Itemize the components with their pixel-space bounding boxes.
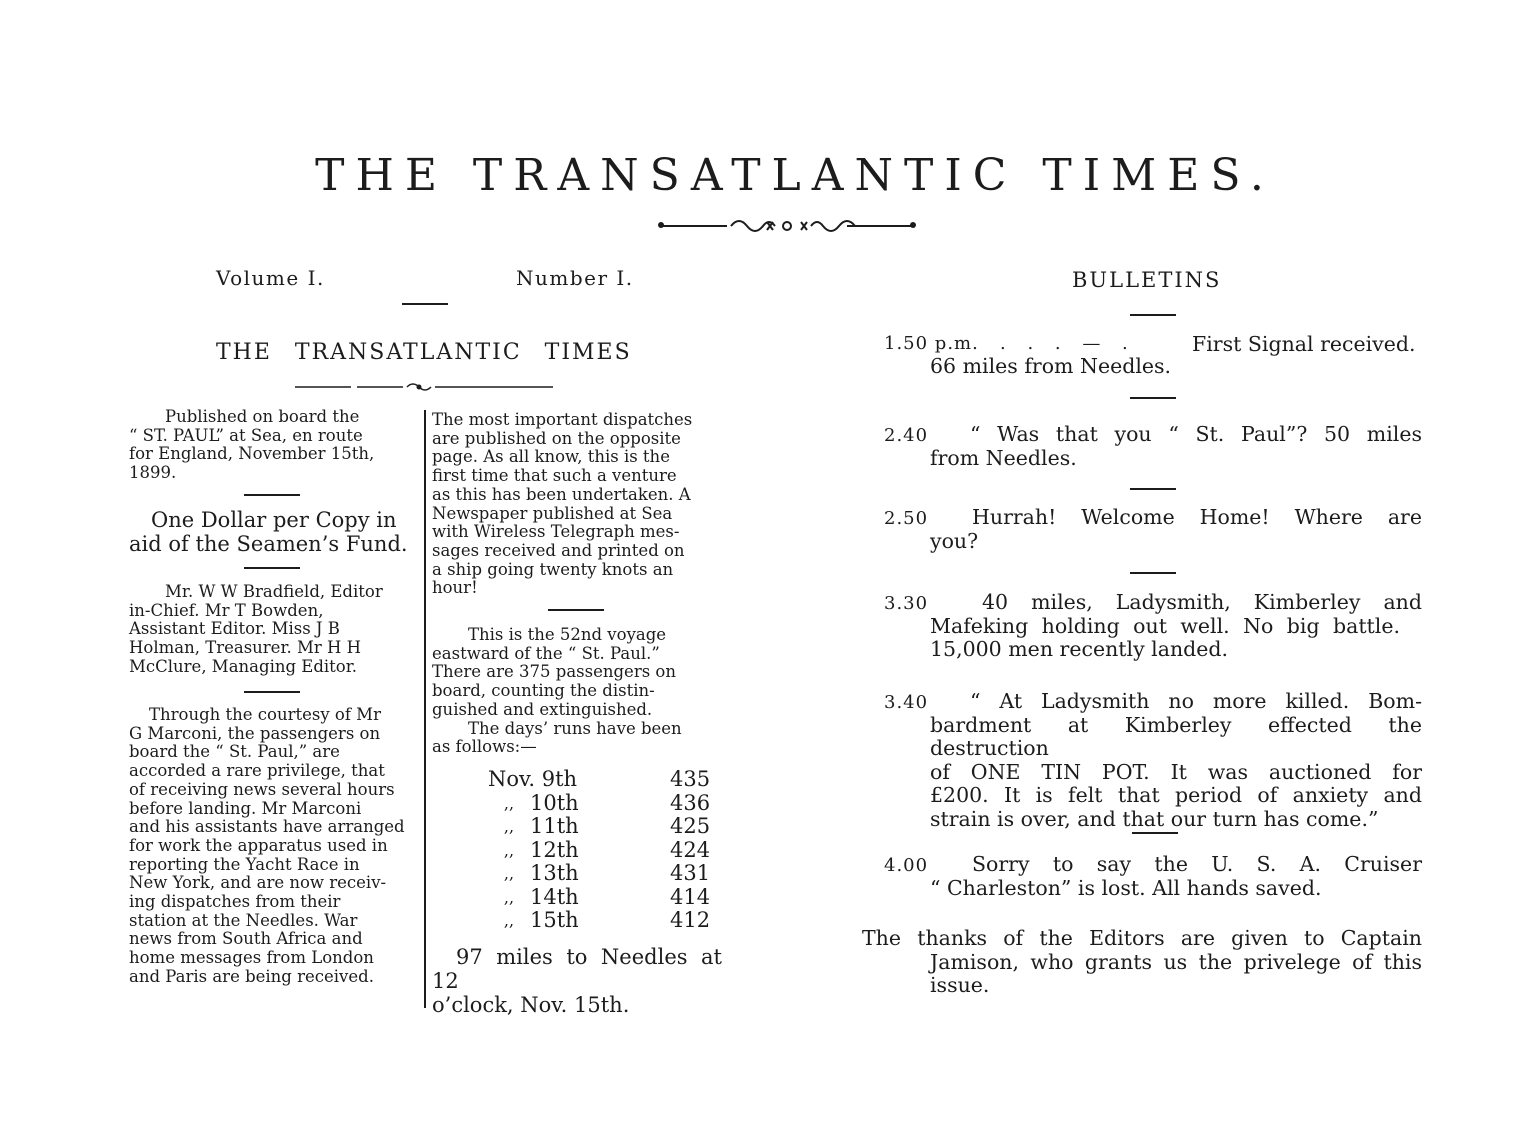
bulletin-text: [930, 423, 1422, 470]
divider: [1130, 572, 1176, 574]
run-date: Nov. 9th: [488, 767, 578, 791]
text-line: first time that such a venture: [432, 466, 677, 486]
bulletin-time: 2.50: [884, 508, 929, 529]
bulletin-text: 66 miles from Needles.: [930, 354, 1172, 378]
text-line: for work the apparatus used in: [129, 835, 388, 855]
text-line: Mr. W W Bradfield, Editor: [165, 582, 383, 601]
divider: [548, 609, 604, 611]
text-line: and Paris are being received.: [129, 966, 374, 986]
bulletin-text: [930, 690, 1422, 831]
text-line: before landing. Mr Marconi: [129, 798, 362, 818]
text-line: are published on the opposite: [432, 428, 681, 448]
text-line: accorded a rare privilege, that: [129, 761, 385, 781]
text-line: 15,000 men recently landed.: [930, 637, 1229, 661]
table-row: [488, 792, 710, 816]
text-line: as this has been undertaken. A: [432, 484, 691, 504]
text-line: aid of the Seamen’s Fund.: [129, 532, 408, 556]
text-line: hour!: [432, 578, 478, 598]
divider: [1130, 314, 1176, 316]
text-line: Jamison, who grants us the privelege of this: [930, 949, 1422, 974]
text-line: Through the courtesy of Mr: [149, 705, 381, 724]
bulletin-text: [930, 853, 1422, 900]
text-line: you?: [930, 528, 979, 553]
text-line: a ship going twenty knots an: [432, 559, 674, 579]
bulletin-text: First Signal received.: [1192, 332, 1416, 356]
table-row: [488, 909, 710, 933]
bulletin-time: 2.40: [884, 425, 929, 446]
col2-voyage: [432, 626, 719, 757]
text-line: Published on board the: [165, 407, 360, 426]
table-row: [488, 886, 710, 910]
text-line: strain is over, and that our turn has come.”: [930, 806, 1379, 831]
flourish-ornament-icon: [655, 214, 920, 238]
column-rule: [424, 410, 426, 1008]
divider: [1132, 832, 1178, 834]
bulletins-heading: BULLETINS: [1072, 268, 1222, 292]
col2-needles: [432, 945, 722, 1017]
text-line: station at the Needles. War: [129, 910, 358, 930]
text-line: There are 375 passengers on: [432, 662, 676, 682]
run-date: 12th: [530, 837, 579, 862]
text-line: bardment at Kimberley effected the destruction: [930, 712, 1422, 760]
col2-dispatches: [432, 411, 719, 598]
text-line: eastward of the “ St. Paul.”: [432, 643, 660, 663]
editors-thanks: [862, 927, 1422, 998]
bulletin-time: 4.00: [884, 855, 929, 876]
text-line: page. As all know, this is the: [432, 447, 670, 467]
text-line: of ONE TIN POT. It was auctioned for: [930, 759, 1422, 784]
volume-label: Volume I.: [216, 266, 325, 290]
text-line: and his assistants have arranged: [129, 817, 405, 837]
run-date: 10th: [530, 790, 579, 815]
col1-price: [129, 508, 416, 556]
text-line: Sorry to say the U. S. A. Cruiser: [972, 852, 1422, 876]
text-line: New York, and are now receiv-: [129, 873, 387, 893]
bulletin-time: 3.30: [884, 593, 929, 614]
divider: [402, 303, 448, 305]
divider: [244, 567, 300, 569]
run-miles: 425: [670, 814, 711, 838]
text-line: ing dispatches from their: [129, 892, 341, 912]
masthead-title: THE TRANSATLANTIC TIMES.: [315, 150, 1275, 201]
text-line: The most important dispatches: [432, 410, 693, 429]
number-label: Number I.: [516, 266, 634, 290]
text-line: reporting the Yacht Race in: [129, 854, 360, 874]
days-runs-table: [488, 768, 710, 933]
text-line: The days’ runs have been: [468, 718, 682, 738]
col1-staff: [129, 583, 416, 677]
text-line: 40 miles, Ladysmith, Kimberley and: [982, 590, 1422, 614]
divider: [244, 494, 300, 496]
text-line: 1899.: [129, 463, 177, 483]
text-line: o’clock, Nov. 15th.: [432, 993, 630, 1017]
text-line: news from South Africa and: [129, 929, 363, 949]
bulletin-time: 1.50 p.m.: [884, 333, 979, 354]
text-line: £200. It is felt that period of anxiety and: [930, 783, 1422, 807]
text-line: for England, November 15th,: [129, 444, 375, 464]
ditto-mark: ,,: [503, 840, 515, 860]
text-line: This is the 52nd voyage: [468, 625, 667, 644]
table-row: [488, 839, 710, 863]
small-ornament-icon: [295, 380, 553, 394]
text-line: “ At Ladysmith no more killed. Bom-: [970, 689, 1422, 713]
text-line: 97 miles to Needles at 12: [432, 945, 722, 993]
divider: [1130, 488, 1176, 490]
run-date: 14th: [530, 884, 579, 909]
text-line: sages received and printed on: [432, 540, 685, 560]
table-row: [488, 768, 710, 792]
text-line: with Wireless Telegraph mes-: [432, 522, 680, 542]
ditto-mark: ,,: [503, 911, 515, 930]
divider: [244, 691, 300, 693]
text-line: in-Chief. Mr T Bowden,: [129, 600, 324, 620]
table-row: [488, 862, 710, 886]
text-line: G Marconi, the passengers on: [129, 723, 381, 743]
table-row: [488, 815, 710, 839]
text-line: guished and extinguished.: [432, 699, 653, 719]
text-line: Assistant Editor. Miss J B: [129, 619, 340, 639]
text-line: “ Charleston” is lost. All hands saved.: [930, 875, 1322, 900]
ditto-mark: ,,: [503, 887, 515, 907]
col1-published: [129, 408, 416, 483]
divider: [1130, 397, 1176, 399]
ditto-mark: ,,: [503, 817, 515, 836]
text-line: home messages from London: [129, 948, 374, 968]
ditto-mark: ,,: [503, 793, 515, 813]
ditto-mark: ,,: [503, 864, 515, 883]
text-line: Mafeking holding out well. No big battle.: [930, 613, 1400, 638]
run-miles: 424: [670, 837, 711, 862]
text-line: “ ST. PAUL” at Sea, en route: [129, 425, 363, 445]
text-line: Hurrah! Welcome Home! Where are: [972, 505, 1422, 529]
text-line: McClure, Managing Editor.: [129, 656, 358, 676]
run-miles: 436: [670, 790, 711, 815]
text-line: Holman, Treasurer. Mr H H: [129, 638, 362, 658]
text-line: board, counting the distin-: [432, 681, 655, 701]
bulletin-text: [930, 506, 1422, 553]
run-miles: 414: [670, 884, 711, 909]
text-line: issue.: [930, 973, 990, 997]
text-line: “ Was that you “ St. Paul”? 50 miles: [970, 422, 1422, 446]
text-line: as follows:—: [432, 737, 537, 757]
col1-courtesy: [129, 706, 416, 987]
section-title: THE TRANSATLANTIC TIMES: [216, 340, 632, 365]
text-line: board the “ St. Paul,” are: [129, 742, 340, 762]
bulletin-text: [930, 591, 1422, 662]
text-line: of receiving news several hours: [129, 779, 395, 799]
bulletin-signal-dots: . . . — .: [1000, 333, 1136, 354]
text-line: One Dollar per Copy in: [151, 508, 397, 532]
run-date: 11th: [530, 814, 579, 838]
run-date: 13th: [530, 861, 579, 885]
text-line: The thanks of the Editors are given to Captain: [862, 926, 1422, 950]
run-date: 15th: [530, 908, 579, 932]
text-line: from Needles.: [930, 445, 1077, 470]
run-miles: 412: [670, 908, 711, 932]
text-line: Newspaper published at Sea: [432, 503, 673, 523]
run-miles: 431: [670, 861, 711, 885]
bulletin-time: 3.40: [884, 692, 929, 713]
run-miles: 435: [670, 767, 711, 791]
